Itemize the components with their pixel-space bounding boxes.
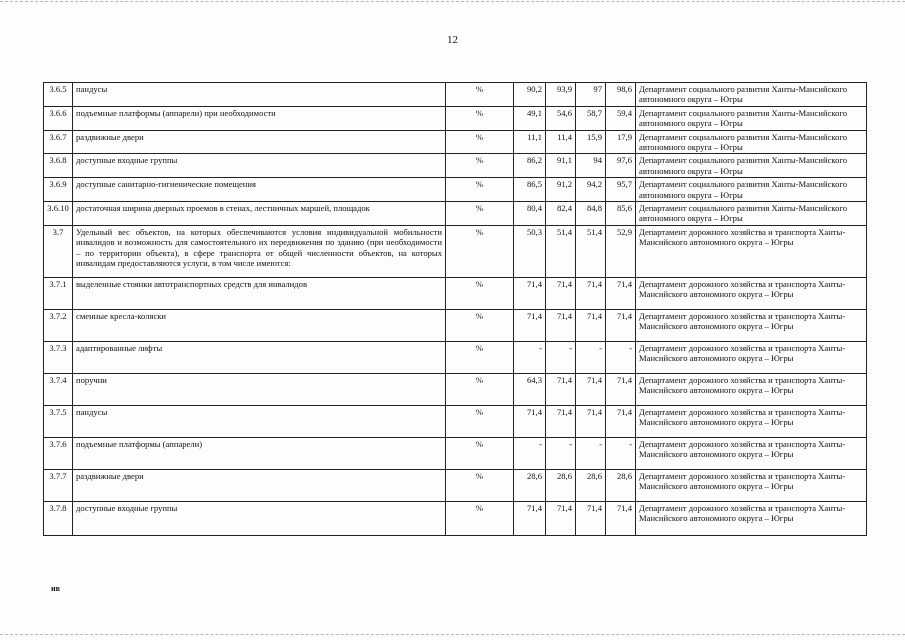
row-value-3: 84,8 [576, 202, 606, 226]
row-value-1: 90,2 [514, 83, 546, 107]
row-unit: % [446, 309, 514, 341]
row-value-2: 91,2 [546, 178, 576, 202]
table-row [44, 469, 867, 501]
row-number: 3.6.10 [44, 202, 73, 226]
row-department: Департамент дорожного хозяйства и транспорта Ханты-Мансийского автономного округа – Югры [636, 225, 867, 277]
row-indicator-name: Удельный вес объектов, на которых обеспечиваются условия индивидуальной мобильности инвалидов и возможность для самостоятельного их передвижения по зданию (при необходимости – по территории объекта), в сфере транспорта от общей численности объектов, на которых инвалидам предоставляются услуги, в том числе имеются: [73, 225, 446, 277]
row-indicator-name: раздвижные двери [73, 469, 446, 501]
row-unit: % [446, 277, 514, 309]
row-value-1: 86,2 [514, 154, 546, 178]
row-number: 3.7.3 [44, 341, 73, 373]
table-row [44, 501, 867, 535]
row-indicator-name: сменные кресла-коляски [73, 309, 446, 341]
row-value-4: 59,4 [606, 106, 636, 130]
table-row [44, 437, 867, 469]
row-value-1: 80,4 [514, 202, 546, 226]
row-value-4: 71,4 [606, 373, 636, 405]
row-value-2: 82,4 [546, 202, 576, 226]
row-value-2: 71,4 [546, 373, 576, 405]
row-unit: % [446, 501, 514, 535]
row-department: Департамент дорожного хозяйства и транспорта Ханты-Мансийского автономного округа – Югры [636, 469, 867, 501]
row-indicator-name: пандусы [73, 405, 446, 437]
row-unit: % [446, 437, 514, 469]
row-unit: % [446, 106, 514, 130]
row-value-1: 64,3 [514, 373, 546, 405]
row-value-3: 71,4 [576, 405, 606, 437]
row-department: Департамент дорожного хозяйства и транспорта Ханты-Мансийского автономного округа – Югры [636, 373, 867, 405]
row-value-1: 49,1 [514, 106, 546, 130]
row-value-2: 71,4 [546, 309, 576, 341]
row-value-3: 71,4 [576, 277, 606, 309]
row-number: 3.6.5 [44, 83, 73, 107]
table-row [44, 225, 867, 277]
row-value-4: 71,4 [606, 405, 636, 437]
indicator-table [43, 82, 867, 536]
row-value-2: 11,4 [546, 130, 576, 154]
row-unit: % [446, 341, 514, 373]
row-number: 3.7 [44, 225, 73, 277]
table-row [44, 405, 867, 437]
row-value-4: 85,6 [606, 202, 636, 226]
scan-edge-bottom [0, 634, 905, 637]
row-number: 3.7.6 [44, 437, 73, 469]
row-department: Департамент дорожного хозяйства и транспорта Ханты-Мансийского автономного округа – Югры [636, 277, 867, 309]
row-unit: % [446, 469, 514, 501]
row-number: 3.6.9 [44, 178, 73, 202]
table-row [44, 130, 867, 154]
row-value-3: 94 [576, 154, 606, 178]
row-value-1: - [514, 437, 546, 469]
row-number: 3.7.8 [44, 501, 73, 535]
page-number: 12 [447, 34, 458, 46]
row-indicator-name: достаточная ширина дверных проемов в стенах, лестничных маршей, площадок [73, 202, 446, 226]
row-value-2: - [546, 437, 576, 469]
row-value-1: 28,6 [514, 469, 546, 501]
row-indicator-name: подъемные платформы (аппарели) [73, 437, 446, 469]
row-value-2: 71,4 [546, 277, 576, 309]
row-department: Департамент дорожного хозяйства и транспорта Ханты-Мансийского автономного округа – Югры [636, 437, 867, 469]
row-value-4: 52,9 [606, 225, 636, 277]
row-indicator-name: поручни [73, 373, 446, 405]
row-value-4: - [606, 437, 636, 469]
row-value-3: 94,2 [576, 178, 606, 202]
row-unit: % [446, 202, 514, 226]
row-number: 3.7.1 [44, 277, 73, 309]
row-indicator-name: адаптированные лифты [73, 341, 446, 373]
row-value-2: 71,4 [546, 405, 576, 437]
row-value-4: 28,6 [606, 469, 636, 501]
row-number: 3.7.4 [44, 373, 73, 405]
row-value-2: 51,4 [546, 225, 576, 277]
table-row [44, 154, 867, 178]
row-number: 3.7.7 [44, 469, 73, 501]
row-value-3: 15,9 [576, 130, 606, 154]
row-department: Департамент социального развития Ханты-Мансийского автономного округа – Югры [636, 202, 867, 226]
row-unit: % [446, 405, 514, 437]
row-value-1: 71,4 [514, 405, 546, 437]
row-indicator-name: доступные санитарно-гигиенические помещения [73, 178, 446, 202]
table-row [44, 373, 867, 405]
row-value-4: 98,6 [606, 83, 636, 107]
row-department: Департамент социального развития Ханты-Мансийского автономного округа – Югры [636, 83, 867, 107]
row-value-1: 86,5 [514, 178, 546, 202]
row-indicator-name: выделенные стоянки автотранспортных средств для инвалидов [73, 277, 446, 309]
row-department: Департамент социального развития Ханты-Мансийского автономного округа – Югры [636, 154, 867, 178]
row-value-3: 71,4 [576, 501, 606, 535]
row-value-3: 97 [576, 83, 606, 107]
row-indicator-name: раздвижные двери [73, 130, 446, 154]
row-number: 3.6.8 [44, 154, 73, 178]
row-value-4: 97,6 [606, 154, 636, 178]
row-value-2: 91,1 [546, 154, 576, 178]
row-value-3: 71,4 [576, 309, 606, 341]
row-value-1: 71,4 [514, 501, 546, 535]
row-value-2: 93,9 [546, 83, 576, 107]
row-unit: % [446, 178, 514, 202]
row-department: Департамент социального развития Ханты-Мансийского автономного округа – Югры [636, 106, 867, 130]
table-row [44, 83, 867, 107]
row-unit: % [446, 225, 514, 277]
row-department: Департамент дорожного хозяйства и транспорта Ханты-Мансийского автономного округа – Югры [636, 309, 867, 341]
row-department: Департамент социального развития Ханты-Мансийского автономного округа – Югры [636, 178, 867, 202]
row-department: Департамент дорожного хозяйства и транспорта Ханты-Мансийского автономного округа – Югры [636, 405, 867, 437]
table-row [44, 106, 867, 130]
row-value-1: 11,1 [514, 130, 546, 154]
row-unit: % [446, 130, 514, 154]
row-value-4: - [606, 341, 636, 373]
table-row [44, 202, 867, 226]
row-value-2: 54,6 [546, 106, 576, 130]
row-value-4: 71,4 [606, 309, 636, 341]
row-number: 3.7.5 [44, 405, 73, 437]
row-department: Департамент дорожного хозяйства и транспорта Ханты-Мансийского автономного округа – Югры [636, 341, 867, 373]
row-value-1: 71,4 [514, 309, 546, 341]
row-unit: % [446, 373, 514, 405]
row-value-3: - [576, 437, 606, 469]
row-value-2: 71,4 [546, 501, 576, 535]
table-row [44, 309, 867, 341]
row-value-4: 71,4 [606, 277, 636, 309]
row-value-3: 71,4 [576, 373, 606, 405]
row-number: 3.6.6 [44, 106, 73, 130]
row-indicator-name: подъемные платформы (аппарели) при необходимости [73, 106, 446, 130]
row-unit: % [446, 83, 514, 107]
row-number: 3.6.7 [44, 130, 73, 154]
row-value-2: 28,6 [546, 469, 576, 501]
table-row [44, 341, 867, 373]
row-indicator-name: доступные входные группы [73, 501, 446, 535]
table-row [44, 178, 867, 202]
row-department: Департамент дорожного хозяйства и транспорта Ханты-Мансийского автономного округа – Югры [636, 501, 867, 535]
row-value-3: - [576, 341, 606, 373]
row-value-4: 17,9 [606, 130, 636, 154]
row-indicator-name: доступные входные группы [73, 154, 446, 178]
table-row [44, 277, 867, 309]
row-value-1: - [514, 341, 546, 373]
row-indicator-name: пандусы [73, 83, 446, 107]
row-value-2: - [546, 341, 576, 373]
row-value-3: 58,7 [576, 106, 606, 130]
row-number: 3.7.2 [44, 309, 73, 341]
row-value-3: 51,4 [576, 225, 606, 277]
row-department: Департамент социального развития Ханты-Мансийского автономного округа – Югры [636, 130, 867, 154]
row-value-4: 71,4 [606, 501, 636, 535]
footer-mark: ив [51, 584, 60, 593]
row-value-1: 71,4 [514, 277, 546, 309]
scan-edge-top [0, 1, 905, 4]
row-value-4: 95,7 [606, 178, 636, 202]
table-body [44, 83, 867, 536]
row-value-3: 28,6 [576, 469, 606, 501]
row-unit: % [446, 154, 514, 178]
row-value-1: 50,3 [514, 225, 546, 277]
